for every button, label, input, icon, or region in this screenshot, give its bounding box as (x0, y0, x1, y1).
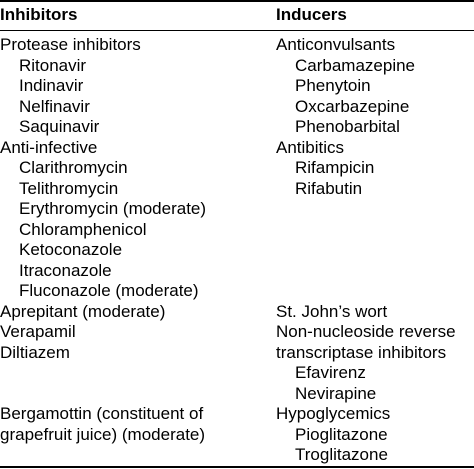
category-label: Non-nucleoside reverse (276, 322, 456, 341)
blank-line (276, 240, 474, 261)
drug-item: Oxcarbazepine (295, 96, 410, 116)
inducers-column (276, 35, 474, 466)
category-label: Bergamottin (constituent of (0, 404, 204, 423)
category-label: Diltiazem (0, 342, 70, 362)
drug-item: Efavirenz (295, 363, 366, 382)
drug-item: Troglitazone (295, 445, 388, 464)
drug-item: Clarithromycin (19, 158, 128, 177)
table-top-rule (0, 0, 474, 2)
category-label: Verapamil (0, 322, 76, 341)
category-label: Anti-infective (0, 137, 98, 157)
category-label: Antibitics (276, 137, 345, 157)
blank-line (276, 199, 474, 220)
header-inducers: Inducers (276, 5, 347, 24)
drug-item: Ketoconazole (19, 240, 123, 259)
category-label: Protease inhibitors (0, 35, 141, 54)
drug-item: Ritonavir (19, 55, 87, 75)
category-label: Hypoglycemics (276, 404, 391, 423)
drug-item: Erythromycin (moderate) (19, 199, 207, 218)
drug-item: Saquinavir (19, 117, 100, 136)
category-label: St. John’s wort (276, 301, 388, 321)
header-divider-rule (0, 30, 474, 31)
category-label: grapefruit juice) (moderate) (0, 424, 206, 444)
drug-item: Indinavir (19, 76, 84, 95)
blank-line (0, 384, 276, 405)
category-label: Aprepitant (moderate) (0, 301, 166, 321)
blank-line (276, 261, 474, 282)
drug-item: Rifampicin (295, 158, 375, 177)
drug-item: Carbamazepine (295, 55, 416, 75)
drug-item: Phenobarbital (295, 117, 400, 136)
header-inhibitors: Inhibitors (0, 5, 78, 24)
drug-item: Chloramphenicol (19, 219, 147, 239)
blank-line (276, 281, 474, 302)
drug-item: Nevirapine (295, 383, 377, 403)
table-bottom-rule (0, 466, 474, 468)
drug-item: Telithromycin (19, 178, 119, 198)
blank-line (276, 220, 474, 241)
category-label: transcriptase inhibitors (276, 342, 447, 362)
inhibitors-column (0, 35, 276, 445)
drug-item: Phenytoin (295, 76, 371, 95)
drug-item: Fluconazole (moderate) (19, 281, 199, 300)
drug-item: Pioglitazone (295, 424, 388, 444)
drug-item: Rifabutin (295, 178, 363, 198)
drug-item: Itraconazole (19, 260, 112, 280)
drug-item: Nelfinavir (19, 96, 90, 116)
category-label: Anticonvulsants (276, 35, 396, 54)
blank-line (0, 363, 276, 384)
